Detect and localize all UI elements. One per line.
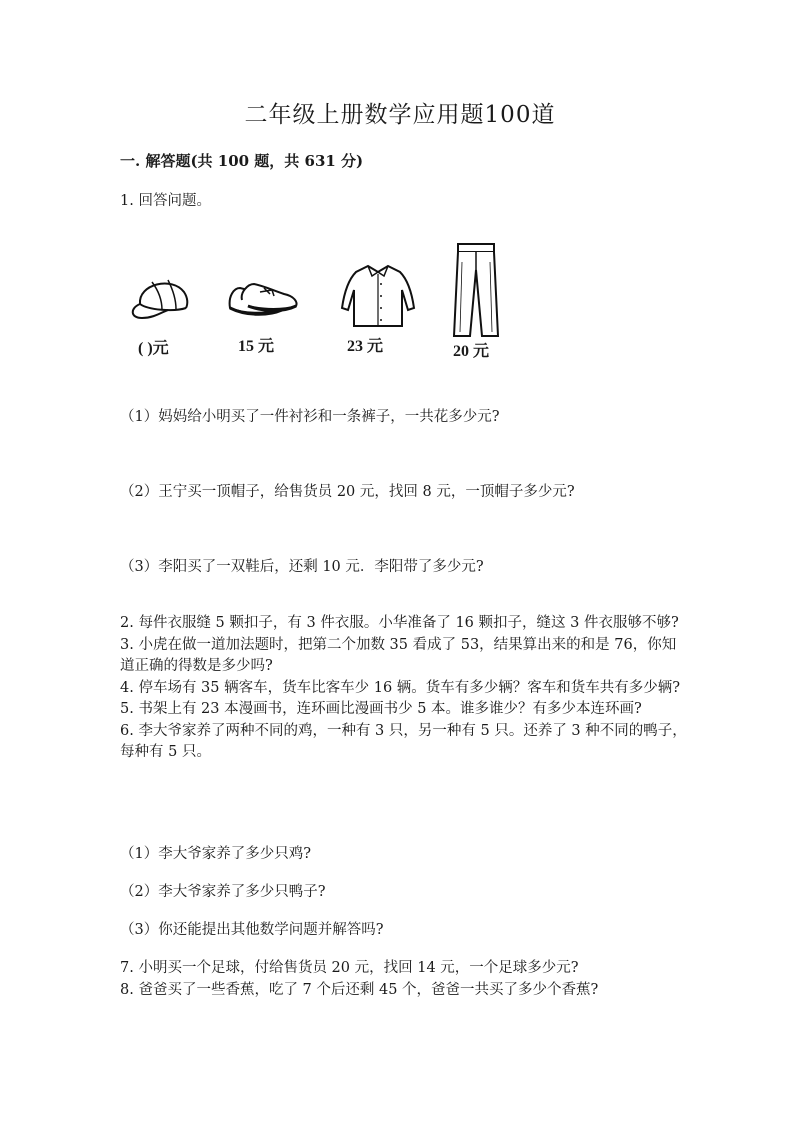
question-1-sub-3: （3）李阳买了一双鞋后，还剩 10 元．李阳带了多少元? xyxy=(120,559,484,575)
question-1-illustration xyxy=(120,238,520,368)
question-6-sub-1: （1）李大爷家养了多少只鸡? xyxy=(120,846,311,862)
pants-icon xyxy=(450,242,502,338)
question-3: 3. 小虎在做一道加法题时，把第二个加数 35 看成了 53，结果算出来的和是 76，你知道正确的得数是多少吗? xyxy=(120,636,677,674)
question-6-stem: 6. 李大爷家养了两种不同的鸡，一种有 3 只，另一种有 5 只。还养了 3 种不同的鸭子，每种有 5 只。 xyxy=(120,722,687,760)
question-1-sub-2: （2）王宁买一顶帽子，给售货员 20 元，找回 8 元，一顶帽子多少元? xyxy=(120,484,575,500)
page-title: 二年级上册数学应用题100道 xyxy=(244,102,556,128)
shoes-price: 15 元 xyxy=(238,338,275,355)
shoes-icon xyxy=(224,278,302,322)
question-1-sub-1: （1）妈妈给小明买了一件衬衫和一条裤子，一共花多少元? xyxy=(120,409,500,425)
question-5: 5. 书架上有 23 本漫画书，连环画比漫画书少 5 本。谁多谁少？有多少本连环画? xyxy=(120,701,642,717)
cap-price: ( )元 xyxy=(138,340,169,357)
cap-icon xyxy=(128,276,198,324)
shirt-price: 23 元 xyxy=(347,338,384,355)
section-heading: 一. 解答题(共 100 题，共 631 分) xyxy=(120,152,364,170)
question-8: 8. 爸爸买了一些香蕉，吃了 7 个后还剩 45 个，爸爸一共买了多少个香蕉? xyxy=(120,981,599,998)
question-4: 4. 停车场有 35 辆客车，货车比客车少 16 辆。货车有多少辆？客车和货车共有多少辆? xyxy=(120,679,681,696)
shirt-icon xyxy=(338,262,418,332)
question-1-stem: 1. 回答问题。 xyxy=(120,193,211,209)
question-2: 2. 每件衣服缝 5 颗扣子，有 3 件衣服。小华准备了 16 颗扣子，缝这 3 件衣服够不够? xyxy=(120,615,679,631)
questions-7-to-8 xyxy=(120,958,690,1001)
question-6-sub-2: （2）李大爷家养了多少只鸭子? xyxy=(120,884,326,900)
question-6-sub-3: （3）你还能提出其他数学问题并解答吗? xyxy=(120,922,384,938)
question-7: 7. 小明买一个足球，付给售货员 20 元，找回 14 元，一个足球多少元? xyxy=(120,960,579,976)
pants-price: 20 元 xyxy=(453,343,490,360)
questions-2-to-6 xyxy=(120,613,690,764)
